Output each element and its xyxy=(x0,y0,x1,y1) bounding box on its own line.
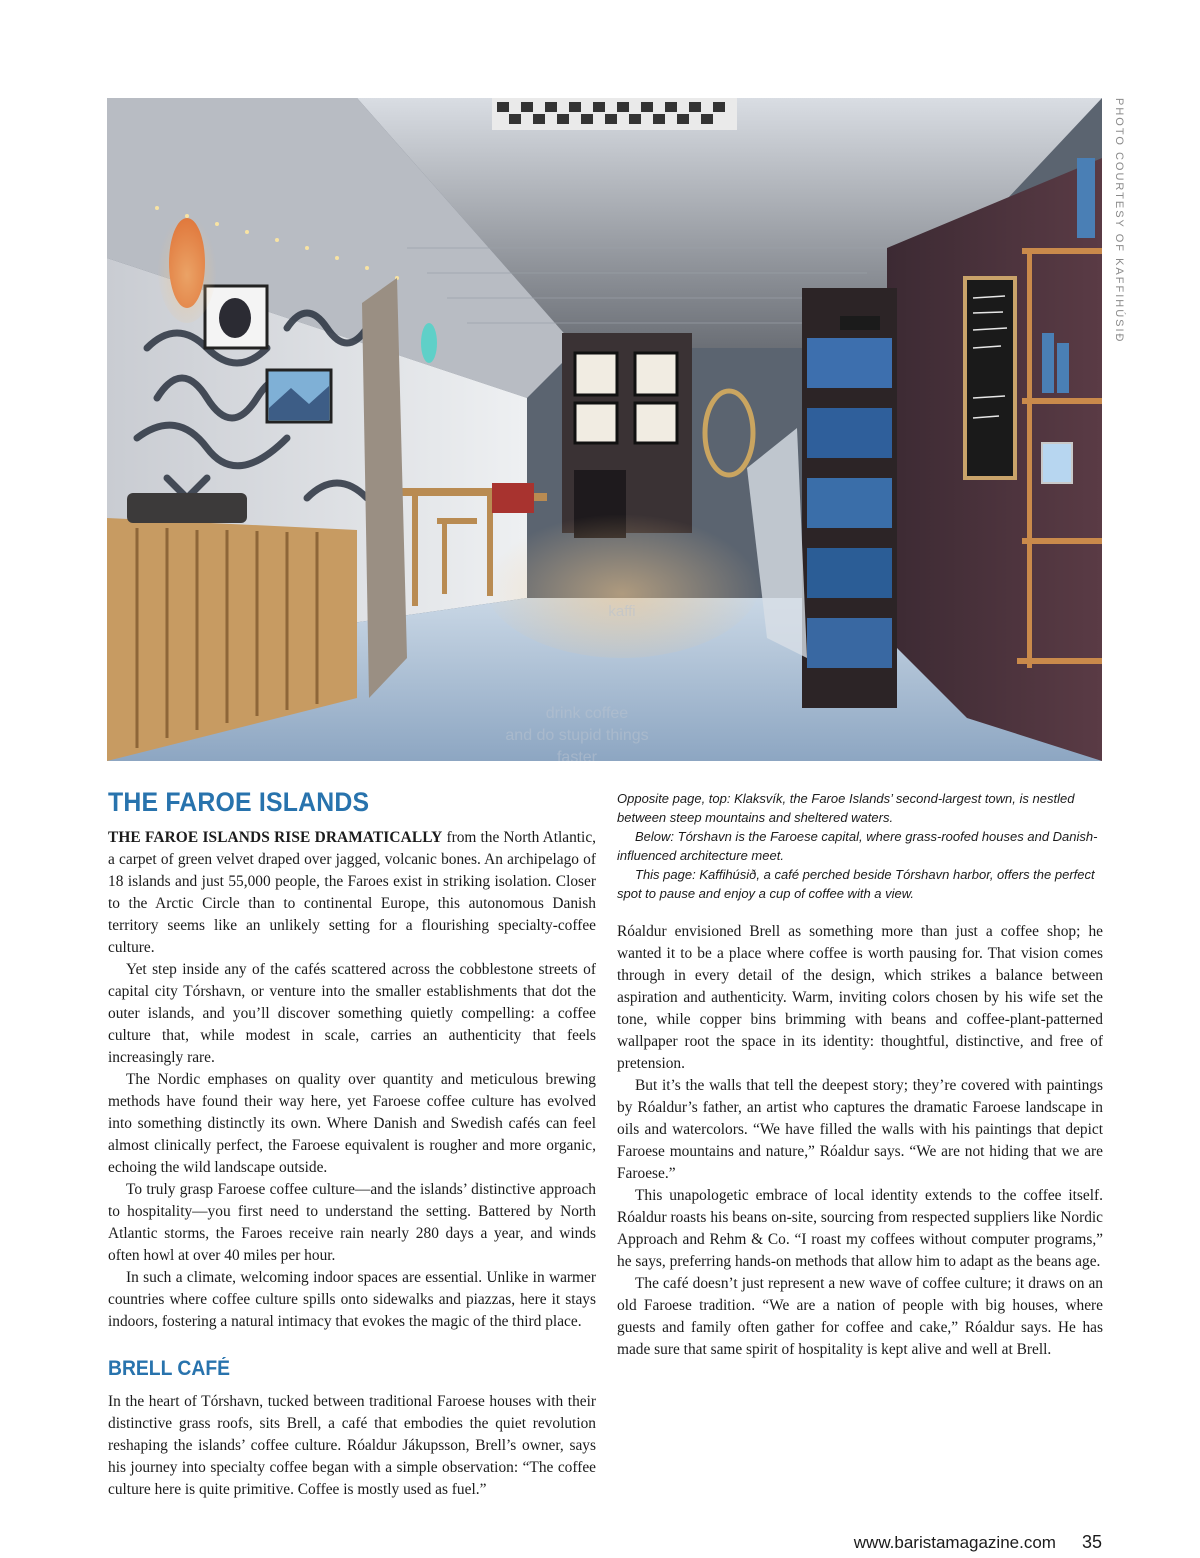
section-title-faroe-islands: THE FAROE ISLANDS xyxy=(108,787,370,817)
paragraph-8: But it’s the walls that tell the deepest story; they’re covered with paintings by Róaldur’s father, an artist who captures the dramatic Faroese landscape in oils and watercolors. “We have filled the walls with his paintings that depict Faroese mountains and nature,” Róaldur says. “We are not hiding that we are Faroese.” xyxy=(617,1077,1103,1182)
floor-text-1: drink coffee xyxy=(545,705,629,722)
photo-credit: PHOTO COURTESY OF KAFFIHÚSIÐ xyxy=(1113,98,1125,344)
section-title-brell-cafe: BRELL CAFÉ xyxy=(108,1357,231,1380)
paragraph-9: This unapologetic embrace of local identity extends to the coffee itself. Róaldur roasts his beans on-site, sourcing from respected suppliers like Nordic Approach and Rehm & Co. “I roast my coffees without computer programs,” he says, preferring hands-on methods that allow him to adapt as the beans age. xyxy=(617,1187,1103,1270)
page-number: 35 xyxy=(1081,1532,1102,1552)
paragraph-1-text: from the North Atlantic, a carpet of green velvet draped over jagged, volcanic bones. An archipelago of 18 islands and just 55,000 people, the Faroes exist in striking isolation. Closer to the Arctic Circle than to continental Europe, this autonomous Danish territory seems like an unlikely setting for a flourishing specialty-coffee culture. xyxy=(108,829,597,956)
left-column xyxy=(108,785,596,1501)
website-url: www.baristamagazine.com xyxy=(853,1533,1056,1552)
paragraph-3: The Nordic emphases on quality over quantity and meticulous brewing methods have found their way here, yet Faroese coffee culture has evolved into something distinctly its own. Where Danish and Swedish cafés can feel almost clinically perfect, the Faroese equivalent is rougher and more organic, echoing the wild landscape outside. xyxy=(108,1071,596,1176)
paragraph-6: In the heart of Tórshavn, tucked between traditional Faroese houses with their distinctive grass roofs, sits Brell, a café that embodies the quiet revolution reshaping the islands’ coffee culture. Róaldur Jákupsson, Brell’s owner, says his journey into specialty coffee began with a simple observation: “The coffee culture here is quite primitive. Coffee is mostly used as fuel.” xyxy=(108,1393,596,1498)
ceiling-checker-panel xyxy=(492,98,737,130)
coffee-bag-rack xyxy=(802,288,897,708)
chalkboard xyxy=(965,278,1015,478)
page-footer xyxy=(854,1532,1102,1553)
photo-captions xyxy=(617,789,1103,903)
paragraph-1 xyxy=(108,827,596,959)
caption-3: This page: Kaffihúsið, a café perched beside Tórshavn harbor, offers the perfect spot to pause and enjoy a cup of coffee with a view. xyxy=(617,867,1095,901)
caption-1: Opposite page, top: Klaksvík, the Faroe Islands’ second-largest town, is nestled between steep mountains and sheltered waters. xyxy=(617,791,1075,825)
paragraph-4: To truly grasp Faroese coffee culture—and the islands’ distinctive approach to hospitality—you first need to understand the setting. Battered by North Atlantic storms, the Faroes receive rain nearly 280 days a year, and winds often howl at over 40 miles per hour. xyxy=(108,1181,596,1264)
floor-text-4: kaffi xyxy=(608,603,636,620)
right-column xyxy=(617,789,1103,1361)
cafe-interior-illustration xyxy=(107,98,1102,761)
lead-in: THE FAROE ISLANDS RISE DRAMATICALLY xyxy=(108,829,443,846)
paragraph-10: The café doesn’t just represent a new wave of coffee culture; it draws on an old Faroese tradition. “We are a nation of people with big houses, where guests and family often gather for coffee and cake,” Róaldur says. He has made sure that same spirit of hospitality is kept alive and well at Brell. xyxy=(617,1275,1103,1358)
caption-2: Below: Tórshavn is the Faroese capital, where grass-roofed houses and Danish-influenced architecture meet. xyxy=(617,829,1098,863)
floor-text-3: faster xyxy=(556,749,598,761)
floor-text-2: and do stupid things xyxy=(505,727,649,744)
paragraph-2: Yet step inside any of the cafés scattered across the cobblestone streets of capital city Tórshavn, or venture into the smaller establishments that dot the outer islands, and you’ll discover something quietly compelling: a coffee culture that, while modest in scale, carries an authenticity that feels increasingly rare. xyxy=(108,961,596,1066)
paragraph-7: Róaldur envisioned Brell as something more than just a coffee shop; he wanted it to be a place where coffee is worth pausing for. That vision comes through in every detail of the design, which strikes a balance between aspiration and authenticity. Warm, inviting colors chosen by his wife set the tone, while copper bins brimming with beans and coffee-plant-patterned wallpaper root the space in its identity: thoughtful, distinctive, and free of pretension. xyxy=(617,923,1103,1072)
paragraph-5: In such a climate, welcoming indoor spaces are essential. Unlike in warmer countries where coffee culture spills onto sidewalks and piazzas, here it stays indoors, fostering a natural intimacy that evokes the magic of the third place. xyxy=(108,1269,596,1330)
cafe-interior-photo xyxy=(107,98,1102,761)
